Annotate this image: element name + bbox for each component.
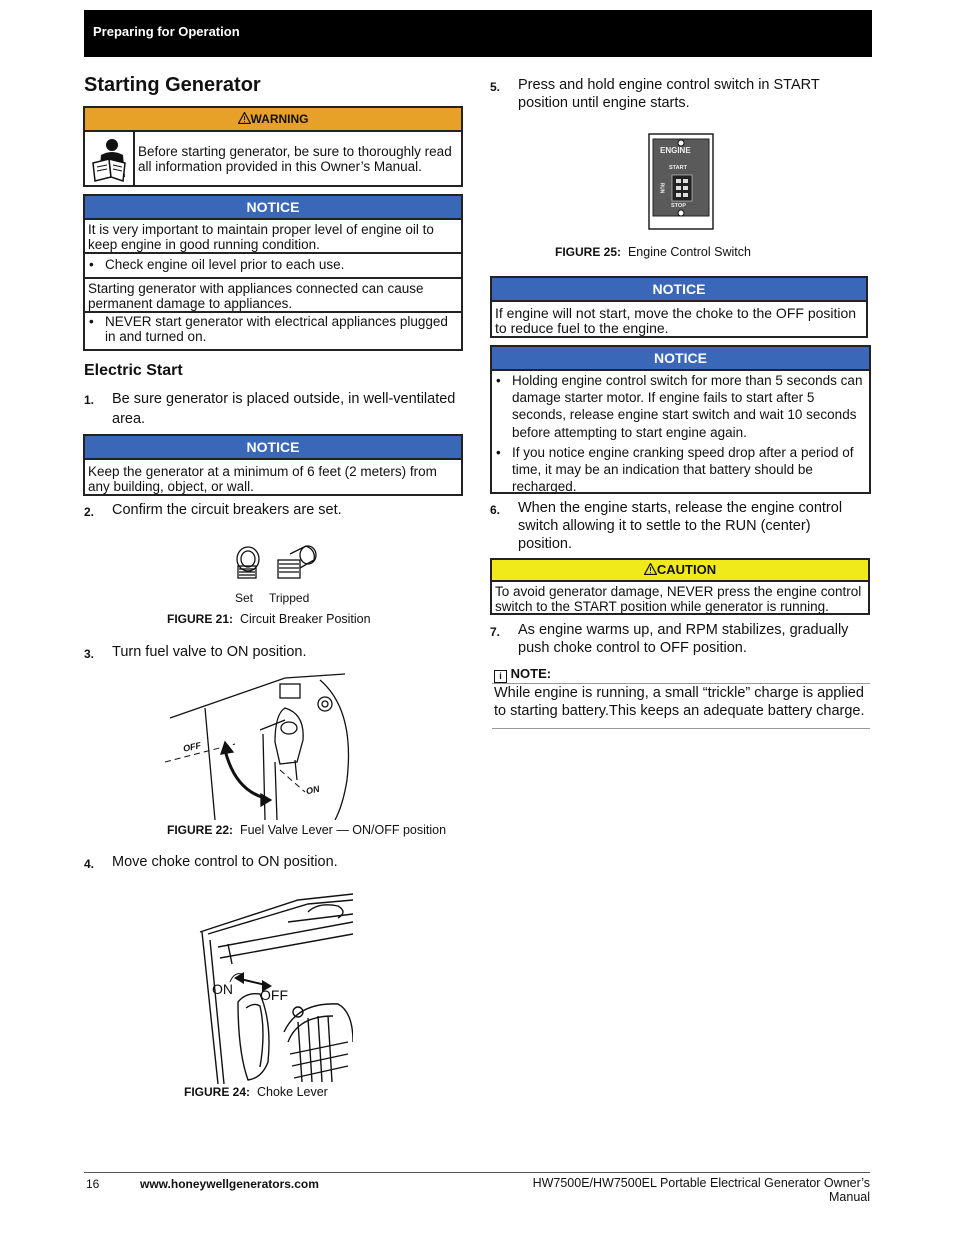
footer-rule [84,1172,870,1173]
figure-caption-text: Circuit Breaker Position [239,612,371,626]
step-text: Be sure generator is placed outside, in well-ventilated area. [112,391,456,427]
step-number: 7. [490,625,501,639]
caution-label: CAUTION [656,562,717,577]
caution-box [490,558,870,615]
figure-25-caption [555,245,751,259]
figure-21-illustration [228,542,323,592]
note-label: NOTE: [510,666,552,681]
notice-header: NOTICE [85,196,461,220]
figure-24-label-on: ON [212,981,233,997]
caution-text: To avoid generator damage, NEVER press the engine control switch to the START position while generator is running. [495,584,862,614]
page-title: Starting Generator [84,74,261,96]
note-text: While engine is running, a small “trickle” charge is applied to starting battery.This keeps an adequate battery charge. [494,685,865,719]
note-header [494,666,551,683]
warning-label: WARNING [250,112,309,126]
notice-choke-box [490,276,868,338]
step-text: Press and hold engine control switch in START position until engine starts. [518,77,820,111]
step-text: Move choke control to ON position. [112,854,338,870]
step-number: 6. [490,503,501,517]
notice-clearance-text: Keep the generator at a minimum of 6 feet (2 meters) from any building, object, or wall. [88,464,437,494]
figure-number: FIGURE 25: [555,245,622,259]
step-text: Turn fuel valve to ON position. [112,644,307,660]
notice-appliance-text: Starting generator with appliances connected can cause permanent damage to appliances. [85,277,461,311]
notice-choke-text: If engine will not start, move the choke to the OFF position to reduce fuel to the engine. [495,305,857,336]
footer-website: www.honeywellgenerators.com [140,1177,319,1191]
step-number: 2. [84,505,95,519]
step-text: As engine warms up, and RPM stabilizes, gradually push choke control to OFF position. [518,622,849,656]
page-number: 16 [86,1177,100,1191]
figure-24-caption [184,1085,328,1099]
warning-triangle-icon [238,112,251,124]
notice-oil-text: It is very important to maintain proper level of engine oil to keep engine in good running condition. [88,222,434,252]
figure-number: FIGURE 22: [167,823,234,837]
figure-caption-text: Choke Lever [256,1085,328,1099]
step-text: Confirm the circuit breakers are set. [112,502,342,518]
figure-22-caption [167,823,446,837]
section-title: Preparing for Operation [93,24,240,39]
notice-clearance-box [83,434,463,496]
notice-starter-box [490,345,871,494]
section-heading-electric-start: Electric Start [84,362,183,379]
notice-header: NOTICE [492,278,866,302]
step-number: 4. [84,857,95,871]
figure-22-label-on: ON [305,783,321,797]
notice-oil-bullet: • Check engine oil level prior to each use. [85,252,461,277]
step-number: 3. [84,647,95,661]
step-number: 1. [84,393,95,407]
figure-25-label-start: START [669,165,687,171]
figure-number: FIGURE 21: [167,612,234,626]
footer-manual-title: HW7500E/HW7500EL Portable Electrical Generator Owner’s Manual [532,1176,870,1204]
notice-starter-bullet-1: • Holding engine control switch for more than 5 seconds can damage starter motor. If engine fails to start after 5 seconds, release engine start switch and wait 10 seconds before attempting to start engine again. [492,371,869,444]
figure-25-label-stop: STOP [671,203,686,209]
caution-triangle-icon [644,563,657,575]
figure-caption-text: Engine Control Switch [627,245,751,259]
notice-oil-box [83,194,463,351]
figure-21-label-set: Set [235,591,254,605]
note-bottom-rule [492,728,870,729]
figure-22-label-off: OFF [182,740,202,754]
warning-box [83,106,463,187]
notice-header: NOTICE [492,347,869,371]
warning-header [85,108,461,132]
step-number: 5. [490,80,501,94]
step-text: When the engine starts, release the engine control switch allowing it to settle to the RUN (center) position. [518,500,843,552]
info-icon: i [494,670,507,683]
read-manual-icon [85,132,135,187]
figure-21-caption [167,612,371,626]
figure-25-label-run: RUN [658,182,665,194]
figure-24-label-off: OFF [260,987,288,1003]
notice-header: NOTICE [85,436,461,460]
figure-25-label-engine: ENGINE [660,146,691,155]
notice-starter-bullet-2: • If you notice engine cranking speed drop after a period of time, it may be an indication that battery should be recharged. [492,444,869,499]
figure-21-label-tripped: Tripped [269,591,310,605]
figure-caption-text: Fuel Valve Lever — ON/OFF position [239,823,447,837]
notice-appliance-bullet: • NEVER start generator with electrical appliances plugged in and turned on. [85,311,461,347]
figure-number: FIGURE 24: [184,1085,251,1099]
warning-text: Before starting generator, be sure to thoroughly read all information provided in this Owner’s Manual. [138,144,452,174]
caution-header [492,560,868,582]
